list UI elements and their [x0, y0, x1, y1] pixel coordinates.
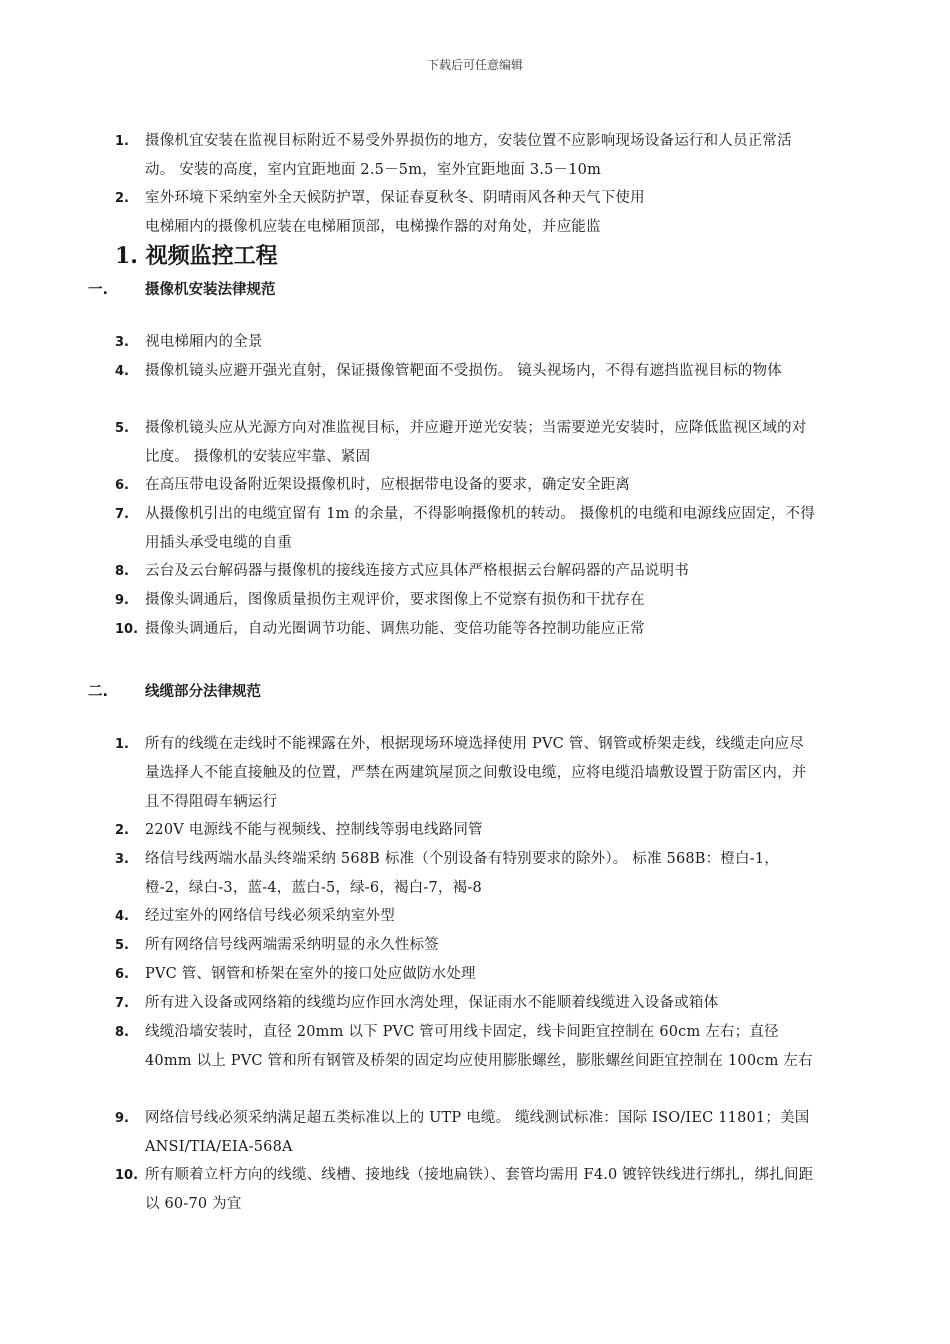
item-text: 所有的线缆在走线时不能裸露在外，根据现场环境选择使用 PVC 管、钢管或桥架走线，线缆走向应尽量选择人不能直接触及的位置，严禁在两建筑屋顶之间敷设电缆，应将电缆沿墙敷设置于防雷区内，并且不得阻碍车辆运行	[145, 736, 807, 810]
item-number: 10.	[115, 622, 139, 637]
list-item	[115, 586, 815, 615]
item-number: 9.	[115, 1111, 129, 1126]
section-number: 二.	[88, 684, 109, 700]
list-item	[115, 471, 815, 500]
item-text: 在高压带电设备附近架设摄像机时，应根据带电设备的要求，确定安全距离	[145, 477, 631, 493]
item-number: 2.	[115, 191, 129, 206]
item-text: 摄像头调通后，自动光圈调节功能、调焦功能、变倍功能等各控制功能应正常	[145, 621, 645, 637]
list-item	[115, 989, 815, 1018]
list-item	[115, 960, 815, 989]
item-text: 所有进入设备或网络箱的线缆均应作回水湾处理，保证雨水不能顺着线缆进入设备或箱体	[145, 995, 719, 1011]
item-number: 5.	[115, 938, 129, 953]
section-number: 一.	[88, 282, 109, 298]
list-item	[115, 414, 815, 472]
item-text: 220V 电源线不能与视频线、控制线等弱电线路同管	[145, 822, 483, 838]
item-text: 摄像机镜头应避开强光直射，保证摄像管靶面不受损伤。 镜头视场内，不得有遮挡监视目标的物体	[145, 363, 782, 379]
section-title: 线缆部分法律规范	[145, 684, 261, 700]
list-item	[115, 557, 815, 586]
item-number: 5.	[115, 421, 129, 436]
list-item	[115, 127, 815, 185]
item-text: 室外环境下采纳室外全天候防护罩，保证春夏秋冬、阴晴雨风各种天气下使用	[145, 190, 645, 206]
item-number: 2.	[115, 823, 129, 838]
item-number: 4.	[115, 909, 129, 924]
item-text: 经过室外的网络信号线必须采纳室外型	[145, 908, 395, 924]
list-item	[115, 500, 815, 558]
item-number: 10.	[115, 1168, 139, 1183]
item-text: 线缆沿墙安装时，直径 20mm 以下 PVC 管可用线卡固定，线卡间距宜控制在 60cm 左右；直径 40mm 以上 PVC 管和所有钢管及桥架的固定均应使用膨胀螺丝，膨胀螺丝间距宜控制在 100cm 左右	[145, 1024, 813, 1069]
item-number: 7.	[115, 996, 129, 1011]
item-text: 视电梯厢内的全景	[145, 334, 263, 350]
item-number: 3.	[115, 852, 129, 867]
item-text: 电梯厢内的摄像机应装在电梯厢顶部，电梯操作器的对角处，并应能监	[145, 219, 601, 235]
list-item	[115, 902, 815, 931]
section-title: 摄像机安装法律规范	[145, 282, 276, 298]
list-item	[115, 1018, 815, 1076]
item-text: PVC 管、钢管和桥架在室外的接口处应做防水处理	[145, 966, 476, 982]
item-number: 1.	[115, 737, 129, 752]
item-number: 1.	[115, 134, 129, 149]
list-item	[115, 357, 815, 386]
list-item	[115, 184, 815, 213]
item-number: 7.	[115, 507, 129, 522]
item-text: 摄像头调通后，图像质量损伤主观评价，要求图像上不觉察有损伤和干扰存在	[145, 592, 645, 608]
section-heading-1	[88, 278, 276, 299]
item-text: 所有顺着立杆方向的线缆、线槽、接地线（接地扁铁）、套管均需用 F4.0 镀锌铁线进行绑扎，绑扎间距以 60-70 为宜	[145, 1167, 814, 1212]
item-number: 4.	[115, 364, 129, 379]
item-text: 摄像机宜安装在监视目标附近不易受外界损伤的地方，安装位置不应影响现场设备运行和人员正常活动。 安装的高度，室内宜距地面 2.5－5m，室外宜距地面 3.5－10m	[145, 133, 792, 178]
item-text: 所有网络信号线两端需采纳明显的永久性标签	[145, 937, 439, 953]
item-number: 9.	[115, 593, 129, 608]
item-number: 6.	[115, 967, 129, 982]
item-number: 8.	[115, 564, 129, 579]
list-item	[115, 1104, 815, 1162]
list-item	[115, 615, 815, 644]
list-item	[115, 845, 815, 903]
list-item	[115, 931, 815, 960]
item-text: 摄像机镜头应从光源方向对准监视目标，并应避开逆光安装；当需要逆光安装时，应降低监视区域的对比度。 摄像机的安装应牢靠、紧固	[145, 420, 807, 465]
item-text: 网络信号线必须采纳满足超五类标准以上的 UTP 电缆。 缆线测试标准：国际 ISO/IEC 11801；美国 ANSI/TIA/EIA-568A	[145, 1110, 810, 1155]
item-number: 8.	[115, 1025, 129, 1040]
item-text: 络信号线两端水晶头终端采纳 568B 标准（个别设备有特别要求的除外）。 标准 568B：橙白-1，橙-2，绿白-3，蓝-4，蓝白-5，绿-6，褐白-7，褐-8	[145, 851, 779, 896]
item-text: 从摄像机引出的电缆宜留有 1m 的余量，不得影响摄像机的转动。 摄像机的电缆和电源线应固定，不得用插头承受电缆的自重	[145, 506, 815, 551]
header-note: 下载后可任意编辑	[426, 58, 523, 72]
item-text: 云台及云台解码器与摄像机的接线连接方式应具体严格根据云台解码器的产品说明书	[145, 563, 689, 579]
document-title: 1. 视频监控工程	[115, 243, 278, 269]
list-item	[115, 328, 815, 357]
list-item	[115, 730, 815, 817]
section-heading-2	[88, 680, 261, 701]
list-item	[115, 1161, 815, 1219]
list-item	[115, 816, 815, 845]
item-number: 6.	[115, 478, 129, 493]
item-number: 3.	[115, 335, 129, 350]
